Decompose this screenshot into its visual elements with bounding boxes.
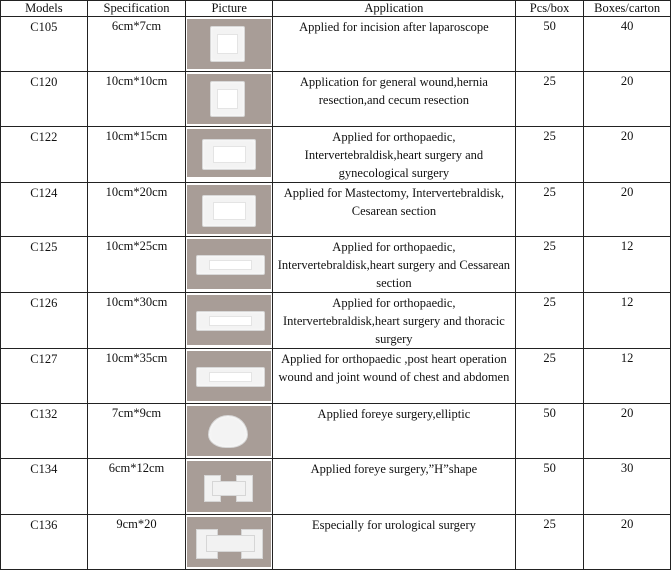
table-row [1,515,671,570]
table-row [1,17,671,72]
specification-cell: 10cm*25cm [87,237,186,293]
picture-cell [186,515,273,570]
picture-cell [186,349,273,404]
specification-cell: 10cm*30cm [87,293,186,349]
specification-cell: 6cm*7cm [87,17,186,72]
boxes-carton-cell: 20 [584,127,671,183]
pcs-box-cell: 25 [515,183,584,237]
table-row [1,349,671,404]
application-cell: Application for general wound,hernia resection,and cecum resection [273,72,516,127]
model-cell: C136 [1,515,88,570]
boxes-carton-cell: 20 [584,72,671,127]
specification-cell: 10cm*10cm [87,72,186,127]
picture-cell [186,72,273,127]
application-cell: Applied for orthopaedic, Intervertebraldisk,heart surgery and Cessarean section [273,237,516,293]
application-cell: Especially for urological surgery [273,515,516,570]
boxes-carton-cell: 12 [584,237,671,293]
application-cell: Applied foreye surgery,elliptic [273,404,516,459]
model-cell: C132 [1,404,88,459]
specification-cell: 9cm*20 [87,515,186,570]
application-cell: Applied for orthopaedic, Intervertebraldisk,heart surgery and thoracic surgery [273,293,516,349]
long-dressing-icon [187,239,271,289]
specification-cell: 10cm*20cm [87,183,186,237]
header-boxes-carton: Boxes/carton [584,1,671,17]
specification-cell: 10cm*35cm [87,349,186,404]
table-row [1,237,671,293]
model-cell: C134 [1,459,88,515]
rectangular-dressing-icon [187,129,271,177]
pcs-box-cell: 50 [515,404,584,459]
application-cell: Applied for orthopaedic ,post heart operation wound and joint wound of chest and abdomen [273,349,516,404]
pcs-box-cell: 25 [515,293,584,349]
boxes-carton-cell: 30 [584,459,671,515]
picture-cell [186,237,273,293]
long-dressing-icon [187,295,271,345]
boxes-carton-cell: 20 [584,404,671,459]
boxes-carton-cell: 12 [584,293,671,349]
pcs-box-cell: 25 [515,127,584,183]
picture-cell [186,127,273,183]
pcs-box-cell: 25 [515,237,584,293]
application-cell: Applied for Mastectomy, Intervertebraldisk, Cesarean section [273,183,516,237]
header-pcs-box: Pcs/box [515,1,584,17]
h-shape-dressing-icon [187,461,271,512]
picture-cell [186,404,273,459]
model-cell: C105 [1,17,88,72]
application-cell: Applied foreye surgery,”H”shape [273,459,516,515]
boxes-carton-cell: 20 [584,515,671,570]
model-cell: C127 [1,349,88,404]
table-row [1,404,671,459]
boxes-carton-cell: 12 [584,349,671,404]
header-application: Application [273,1,516,17]
picture-cell [186,17,273,72]
boxes-carton-cell: 40 [584,17,671,72]
picture-cell [186,459,273,515]
boxes-carton-cell: 20 [584,183,671,237]
model-cell: C126 [1,293,88,349]
table-row [1,459,671,515]
header-specification: Specification [87,1,186,17]
header-models: Models [1,1,88,17]
specification-cell: 6cm*12cm [87,459,186,515]
square-dressing-icon [187,19,271,69]
header-picture: Picture [186,1,273,17]
picture-cell [186,183,273,237]
square-dressing-icon [187,74,271,124]
pcs-box-cell: 50 [515,459,584,515]
model-cell: C124 [1,183,88,237]
model-cell: C125 [1,237,88,293]
butterfly-dressing-icon [187,517,271,567]
application-cell: Applied for orthopaedic, Intervertebraldisk,heart surgery and gynecological surgery [273,127,516,183]
picture-cell [186,293,273,349]
specification-cell: 7cm*9cm [87,404,186,459]
model-cell: C120 [1,72,88,127]
pcs-box-cell: 25 [515,349,584,404]
pcs-box-cell: 25 [515,72,584,127]
table-row [1,183,671,237]
rectangular-dressing-icon [187,185,271,234]
header-row [1,1,671,17]
application-cell: Applied for incision after laparoscope [273,17,516,72]
long-dressing-icon [187,351,271,401]
elliptic-dressing-icon [187,406,271,456]
model-cell: C122 [1,127,88,183]
pcs-box-cell: 25 [515,515,584,570]
table-row [1,72,671,127]
pcs-box-cell: 50 [515,17,584,72]
table-row [1,293,671,349]
table-row [1,127,671,183]
specification-cell: 10cm*15cm [87,127,186,183]
